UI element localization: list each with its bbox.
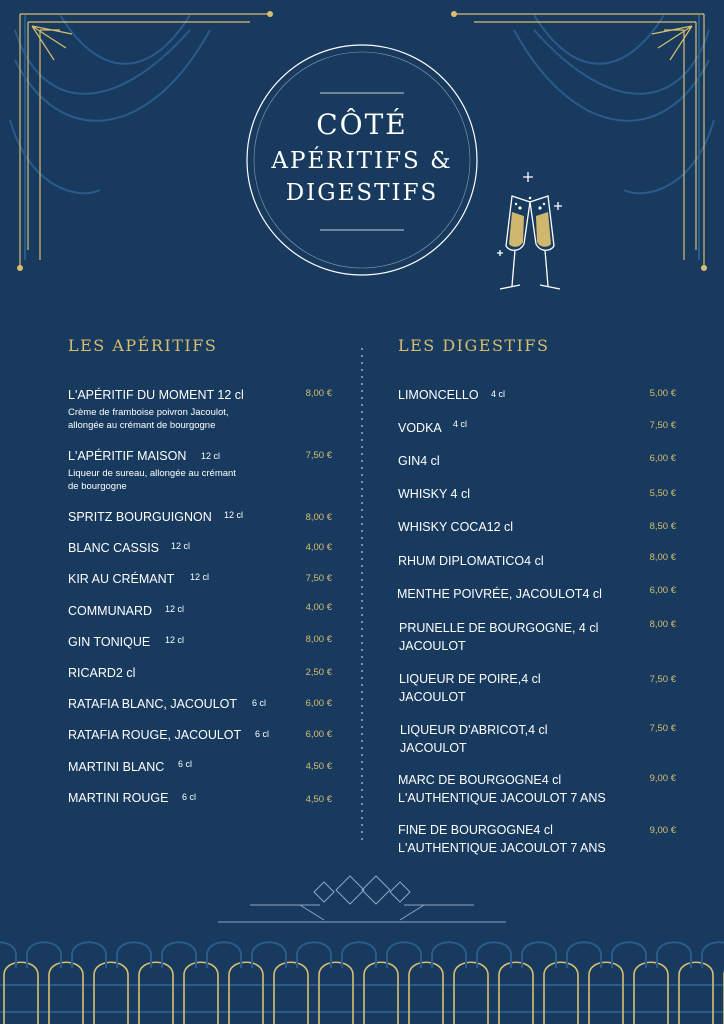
aperitif-item-price: 8,00 € [305,388,332,399]
aperitif-item-volume: 12 cl [165,604,185,614]
digestif-item-price: 9,00 € [649,773,676,784]
digestif-item-volume: 4 cl [491,389,506,399]
aperitif-item-name: RATAFIA ROUGE, JACOULOT [68,728,242,742]
aperitif-item-name: KIR AU CRÉMANT [68,572,175,586]
digestif-item-price: 5,50 € [649,488,676,499]
aperitif-item-description: Crème de framboise poivron Jacoulot, allongée au crémant de bourgogne [68,407,229,431]
aperitif-item-name: RICARD2 cl [68,666,136,680]
digestif-item-price: 7,50 € [649,674,676,685]
aperitif-item-price: 7,50 € [305,450,332,461]
aperitif-item-price: 4,50 € [305,794,332,805]
aperitif-item-name: L'APÉRITIF MAISON [68,449,187,463]
digestif-item-name: LIQUEUR D'ABRICOT,4 cl JACOULOT [400,723,548,755]
digestif-item-price: 8,50 € [649,521,676,532]
aperitif-item-volume: 6 cl [252,698,267,708]
aperitif-item-volume: 6 cl [255,729,270,739]
digestif-item-name: VODKA [398,421,442,435]
aperitif-item-volume: 12 cl [165,635,185,645]
digestif-item-price: 7,50 € [649,420,676,431]
digestif-item-price: 7,50 € [649,723,676,734]
aperitif-item-name: RATAFIA BLANC, JACOULOT [68,697,238,711]
aperitif-item-volume: 12 cl [201,451,221,461]
aperitif-item-name: GIN TONIQUE [68,635,151,649]
digestif-item-price: 8,00 € [649,552,676,563]
digestif-item-price: 5,00 € [649,388,676,399]
aperitif-item-volume: 6 cl [182,792,197,802]
aperitif-item-volume: 12 cl [190,572,210,582]
aperitif-item-name: MARTINI ROUGE [68,791,169,805]
page-title-line2: APÉRITIFS & [271,148,453,174]
digestif-item-price: 8,00 € [649,619,676,630]
aperitif-item-price: 4,00 € [305,602,332,613]
aperitif-item-price: 6,00 € [305,698,332,709]
aperitif-item-price: 7,50 € [305,573,332,584]
page-title-line1: CÔTÉ [316,108,408,141]
aperitif-item-price: 6,00 € [305,729,332,740]
aperitif-item-volume: 12 cl [171,541,191,551]
digestif-item-price: 9,00 € [649,825,676,836]
digestif-item-price: 6,00 € [649,585,676,596]
digestif-item-name: LIMONCELLO [398,388,479,402]
digestif-item-volume: 4 cl [453,419,468,429]
digestif-item-name: GIN4 cl [398,454,440,468]
aperitif-item-name: SPRITZ BOURGUIGNON [68,510,212,524]
digestif-item-name: WHISKY 4 cl [398,487,471,501]
aperitif-item-volume: 6 cl [178,759,193,769]
aperitif-item-price: 2,50 € [305,667,332,678]
aperitif-item-price: 4,00 € [305,542,332,553]
digestif-item-name: PRUNELLE DE BOURGOGNE, 4 cl JACOULOT [399,621,599,653]
digestif-item-price: 6,00 € [649,453,676,464]
digestifs-section-title: LES DIGESTIFS [398,336,550,355]
aperitifs-section-title: LES APÉRITIFS [68,336,218,355]
digestif-item-name: LIQUEUR DE POIRE,4 cl JACOULOT [399,672,541,704]
champagne-glasses-icon [490,168,570,298]
aperitif-item-name: L'APÉRITIF DU MOMENT 12 cl [68,388,244,402]
aperitif-item-price: 8,00 € [305,634,332,645]
digestif-item-name: MENTHE POIVRÉE, JACOULOT4 cl [397,587,602,601]
digestif-item-name: FINE DE BOURGOGNE4 cl L'AUTHENTIQUE JACOULOT 7 ANS [398,823,606,855]
digestif-item-name: MARC DE BOURGOGNE4 cl L'AUTHENTIQUE JACOULOT 7 ANS [398,773,606,805]
aperitif-item-price: 8,00 € [305,512,332,523]
aperitif-item-volume: 12 cl [224,510,244,520]
aperitif-item-price: 4,50 € [305,761,332,772]
digestif-item-name: RHUM DIPLOMATICO4 cl [398,554,544,568]
digestif-item-name: WHISKY COCA12 cl [398,520,514,534]
aperitif-item-description: Liqueur de sureau, allongée au crémant de bourgogne [68,468,236,492]
aperitif-item-name: BLANC CASSIS [68,541,160,555]
aperitif-item-name: COMMUNARD [68,604,153,618]
page-title-line3: DIGESTIFS [285,180,439,206]
aperitif-item-name: MARTINI BLANC [68,760,165,774]
